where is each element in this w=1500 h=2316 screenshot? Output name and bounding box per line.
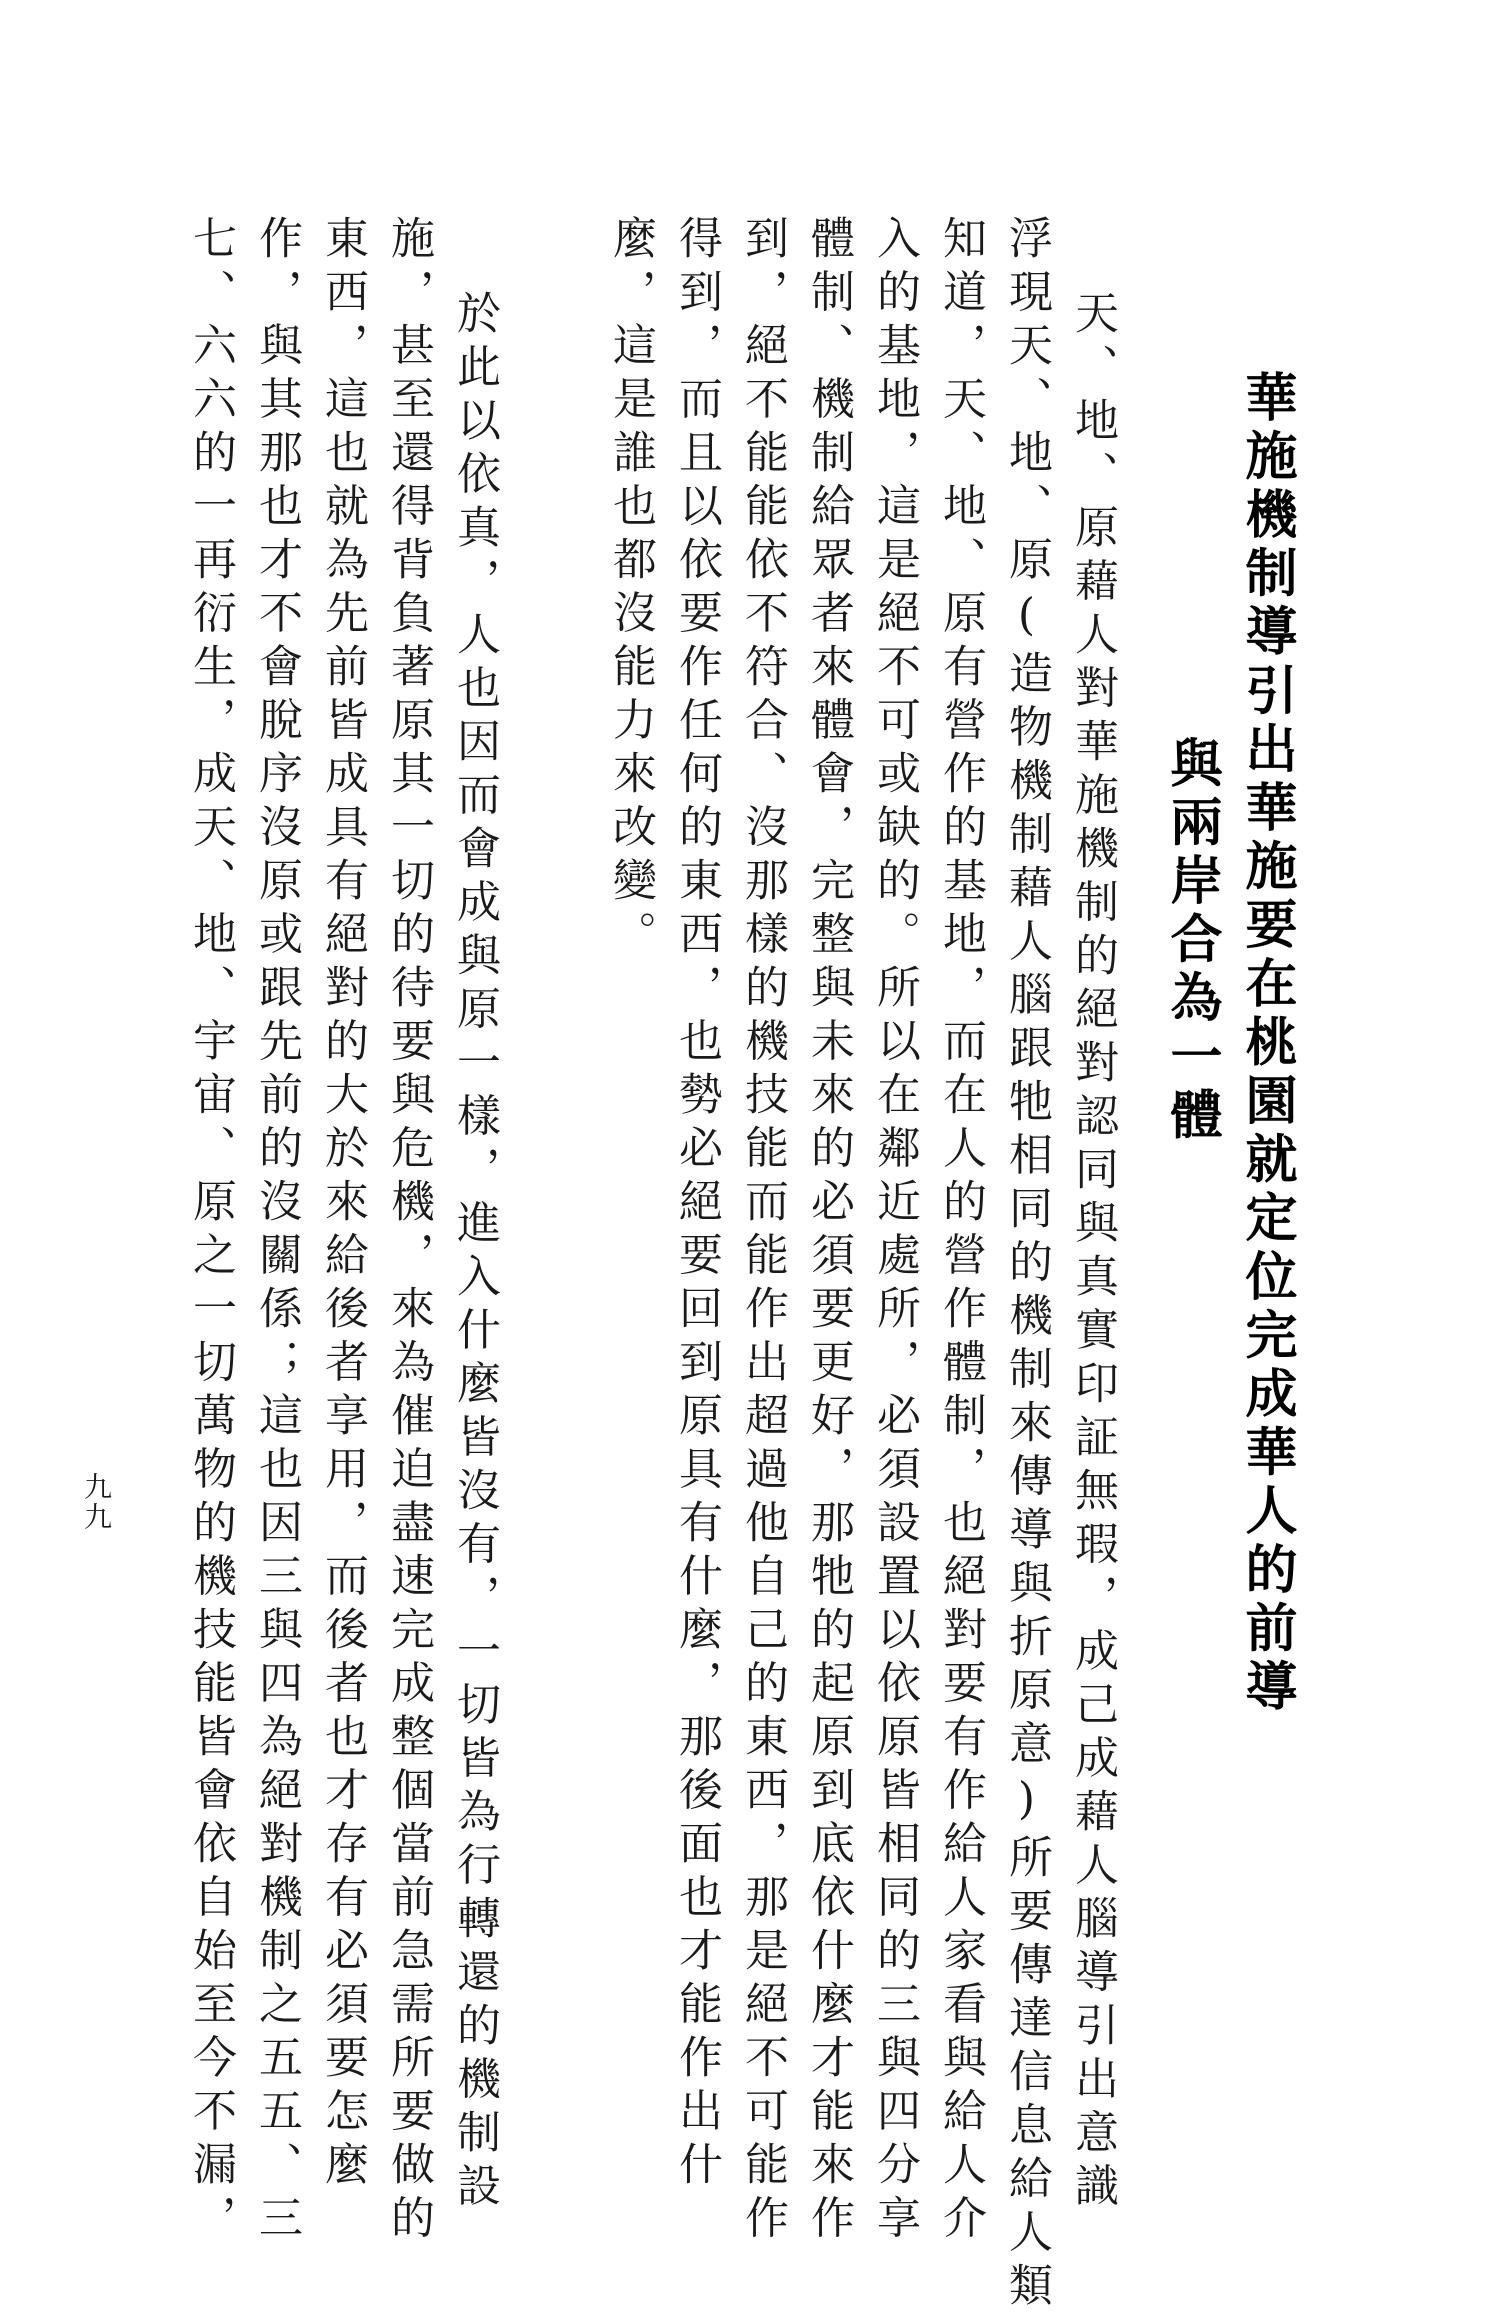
paragraph-2-column-3: 東西，這也就為先前皆成具有絕對的大於來給後者享用，而後者也才存有必須要怎麼 <box>317 215 368 2195</box>
paragraph-2-column-5: 七、六六的一再衍生，成天、地、宇宙、原之一切萬物的機技能皆會依自始至今不漏， <box>185 215 236 2248</box>
paragraph-1-column-8: 麼，這是誰也都沒能力來改變。 <box>605 215 656 964</box>
paragraph-1-column-1: 天、地、原藉人對華施機制的絕對認同與真實印証無瑕，成己成藉人腦導引出意識 <box>1067 290 1118 2216</box>
paragraph-1-column-6: 到，絕不能能依不符合、沒那樣的機技能而能作出超過他自己的東西，那是絕不可能作 <box>737 215 788 2248</box>
page-number: 九九 <box>80 1472 113 1532</box>
paragraph-1-column-3: 知道，天、地、原有營作的基地，而在人的營作體制，也絕對要有作給人家看與給人介 <box>935 215 986 2248</box>
paragraph-1-column-2: 浮現天、地、原(造物機制藉人腦跟牠相同的機制來傳導與折原意)所要傳達信息給人類 <box>1001 215 1052 2316</box>
paragraph-2-column-1: 於此以依真，人也因而會成與原一樣，進入什麼皆沒有，一切皆為行轉還的機制設 <box>449 290 500 2216</box>
paragraph-1-column-4: 入的基地，這是絕不可或缺的。所以在鄰近處所，必須設置以依原皆相同的三與四分享 <box>869 215 920 2248</box>
paragraph-1-column-7: 得到，而且以依要作任何的東西，也勢必絕要回到原具有什麼，那後面也才能作出什 <box>671 215 722 2195</box>
paragraph-1-column-5: 體制、機制給眾者來體會，完整與未來的必須要更好，那牠的起原到底依什麼才能來作 <box>803 215 854 2248</box>
paragraph-2-column-2: 施，甚至還得背負著原其一切的待要與危機，來為催迫盡速完成整個當前急需所要做的 <box>383 215 434 2248</box>
chapter-title-line-2: 與兩岸合為一體 <box>1161 736 1222 1147</box>
paragraph-2-column-4: 作，與其那也才不會脫序沒原或跟先前的沒關係；這也因三與四為絕對機制之五五、三 <box>251 215 302 2248</box>
chapter-title-line-1: 華施機制導引出華施要在桃園就定位完成華人的前導 <box>1236 370 1297 1718</box>
